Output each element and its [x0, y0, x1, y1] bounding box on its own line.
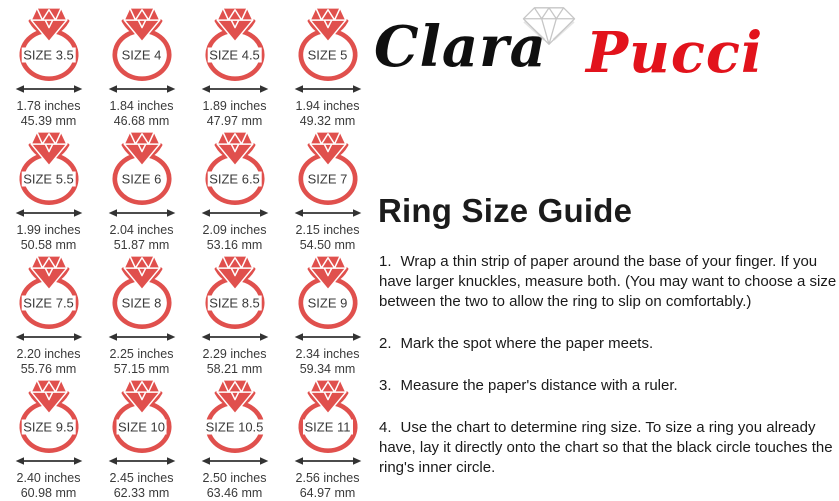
diameter-mm: 46.68 mm [113, 113, 170, 128]
ring-size-cell [281, 252, 374, 376]
ring-size-cell [188, 4, 281, 128]
diameter-measurements [203, 223, 267, 252]
diameter-mm: 57.15 mm [113, 361, 170, 376]
step-number: 2. [379, 334, 392, 352]
ring-illustration [4, 128, 94, 207]
ring-illustration [4, 4, 94, 83]
ring-illustration [97, 376, 187, 455]
ring-icon [190, 128, 280, 207]
diameter-measurements [110, 99, 174, 128]
ring-size-chart [2, 4, 374, 500]
ring-size-label: SIZE 9.5 [23, 419, 74, 435]
diameter-inches: 2.50 inches [202, 471, 267, 485]
ring-size-cell [188, 252, 281, 376]
page-title: Ring Size Guide [378, 192, 633, 229]
step-number: 4. [379, 418, 392, 436]
diameter-mm: 55.76 mm [20, 361, 77, 376]
ring-icon [190, 4, 280, 83]
ring-size-cell [2, 4, 95, 128]
diameter-measurements [203, 99, 267, 128]
diameter-arrow-icon [10, 332, 88, 342]
ring-icon [190, 252, 280, 331]
diameter-mm: 62.33 mm [113, 485, 170, 500]
ring-illustration [283, 376, 373, 455]
diameter-mm: 50.58 mm [20, 237, 77, 252]
ring-size-label: SIZE 7.5 [23, 295, 74, 311]
ring-size-label: SIZE 9 [307, 295, 348, 311]
diameter-measurements [110, 223, 174, 252]
ring-size-cell [2, 376, 95, 500]
diameter-arrow-icon [103, 332, 181, 342]
instruction-steps [379, 252, 839, 500]
diameter-inches: 2.20 inches [16, 347, 81, 361]
ring-size-label: SIZE 7 [307, 171, 348, 187]
ring-icon [283, 4, 373, 83]
ring-size-label: SIZE 3.5 [23, 47, 74, 63]
step-item [379, 418, 839, 478]
ring-illustration [190, 376, 280, 455]
diameter-inches: 1.84 inches [109, 99, 174, 113]
diameter-inches: 2.45 inches [109, 471, 174, 485]
diameter-arrow-icon [289, 84, 367, 94]
diameter-arrow-icon [289, 456, 367, 466]
diameter-inches: 2.09 inches [202, 223, 267, 237]
diameter-inches: 2.29 inches [202, 347, 267, 361]
diameter-arrow-icon [10, 456, 88, 466]
ring-icon [97, 252, 187, 331]
instructions-panel [372, 0, 839, 501]
diameter-inches: 1.94 inches [295, 99, 360, 113]
ring-icon [4, 128, 94, 207]
diameter-mm: 49.32 mm [299, 113, 356, 128]
ring-size-label: SIZE 8.5 [209, 295, 260, 311]
diameter-measurements [296, 99, 360, 128]
diameter-inches: 2.15 inches [295, 223, 360, 237]
diameter-measurements [110, 471, 174, 500]
diameter-measurements [110, 347, 174, 376]
diameter-arrow-icon [196, 332, 274, 342]
diameter-mm: 51.87 mm [113, 237, 170, 252]
brand-name-first: Clara [374, 14, 547, 80]
diameter-inches: 2.25 inches [109, 347, 174, 361]
diameter-arrow-icon [196, 208, 274, 218]
ring-illustration [190, 4, 280, 83]
diameter-mm: 47.97 mm [206, 113, 263, 128]
ring-icon [97, 4, 187, 83]
ring-size-label: SIZE 6 [121, 171, 162, 187]
ring-size-cell [188, 376, 281, 500]
ring-size-label: SIZE 10 [118, 419, 165, 435]
ring-illustration [97, 252, 187, 331]
diameter-measurements [17, 223, 81, 252]
ring-illustration [190, 128, 280, 207]
diameter-measurements [17, 347, 81, 376]
diameter-measurements [203, 471, 267, 500]
ring-icon [283, 128, 373, 207]
diameter-arrow-icon [103, 456, 181, 466]
ring-illustration [283, 4, 373, 83]
diameter-inches: 1.89 inches [202, 99, 267, 113]
brand-name-second: Pucci [586, 20, 764, 86]
diameter-inches: 2.04 inches [109, 223, 174, 237]
ring-illustration [283, 252, 373, 331]
ring-size-cell [281, 376, 374, 500]
diameter-mm: 54.50 mm [299, 237, 356, 252]
ring-illustration [97, 4, 187, 83]
diameter-inches: 2.56 inches [295, 471, 360, 485]
diameter-mm: 58.21 mm [206, 361, 263, 376]
ring-size-label: SIZE 8 [121, 295, 162, 311]
ring-size-label: SIZE 4 [121, 47, 162, 63]
diameter-mm: 53.16 mm [206, 237, 263, 252]
diameter-arrow-icon [196, 456, 274, 466]
step-text: Wrap a thin strip of paper around the base of your finger. If you have larger knuckles, measure both. (You may want to choose a size between the two to allow the ring to slip on comfortably.) [379, 253, 837, 310]
step-item [379, 334, 839, 354]
step-number: 1. [379, 253, 392, 270]
ring-size-label: SIZE 10.5 [205, 419, 264, 435]
diameter-arrow-icon [103, 208, 181, 218]
diameter-arrow-icon [289, 208, 367, 218]
ring-size-cell [2, 128, 95, 252]
ring-illustration [283, 128, 373, 207]
ring-size-label: SIZE 11 [304, 419, 351, 435]
ring-icon [283, 376, 373, 455]
ring-size-cell [2, 252, 95, 376]
ring-icon [97, 128, 187, 207]
diameter-measurements [296, 223, 360, 252]
ring-illustration [190, 252, 280, 331]
brand-logo [374, 2, 837, 106]
diameter-inches: 2.34 inches [295, 347, 360, 361]
diameter-inches: 1.78 inches [16, 99, 81, 113]
diameter-mm: 60.98 mm [20, 485, 77, 500]
diameter-mm: 64.97 mm [299, 485, 356, 500]
step-text: Use the chart to determine ring size. To size a ring you already have, lay it directly onto the chart so that the black circle touches the ring's inner circle. [379, 418, 833, 476]
ring-size-cell [281, 4, 374, 128]
step-item [379, 376, 839, 396]
ring-size-cell [95, 376, 188, 500]
ring-size-cell [95, 128, 188, 252]
diameter-measurements [296, 471, 360, 500]
diameter-measurements [203, 347, 267, 376]
diameter-measurements [17, 99, 81, 128]
diameter-mm: 59.34 mm [299, 361, 356, 376]
diameter-measurements [296, 347, 360, 376]
ring-size-label: SIZE 5.5 [23, 171, 74, 187]
diameter-arrow-icon [289, 332, 367, 342]
ring-size-cell [188, 128, 281, 252]
diameter-inches: 2.40 inches [16, 471, 81, 485]
diamond-outline-icon [520, 6, 578, 48]
ring-illustration [4, 376, 94, 455]
ring-icon [97, 376, 187, 455]
ring-size-cell [95, 252, 188, 376]
ring-illustration [4, 252, 94, 331]
step-text: Measure the paper's distance with a ruler. [400, 376, 678, 394]
ring-size-cell [95, 4, 188, 128]
ring-icon [283, 252, 373, 331]
diameter-arrow-icon [10, 84, 88, 94]
diameter-arrow-icon [103, 84, 181, 94]
ring-icon [4, 4, 94, 83]
diameter-mm: 45.39 mm [20, 113, 77, 128]
ring-icon [190, 376, 280, 455]
ring-size-cell [281, 128, 374, 252]
diameter-inches: 1.99 inches [16, 223, 81, 237]
ring-illustration [97, 128, 187, 207]
step-text: Mark the spot where the paper meets. [400, 334, 654, 352]
diameter-arrow-icon [10, 208, 88, 218]
ring-size-label: SIZE 5 [307, 47, 348, 63]
step-number: 3. [379, 376, 392, 394]
diameter-mm: 63.46 mm [206, 485, 263, 500]
diameter-arrow-icon [196, 84, 274, 94]
ring-icon [4, 252, 94, 331]
ring-icon [4, 376, 94, 455]
ring-size-label: SIZE 6.5 [209, 171, 260, 187]
ring-size-label: SIZE 4.5 [209, 47, 260, 63]
diameter-measurements [17, 471, 81, 500]
step-item [379, 252, 839, 312]
